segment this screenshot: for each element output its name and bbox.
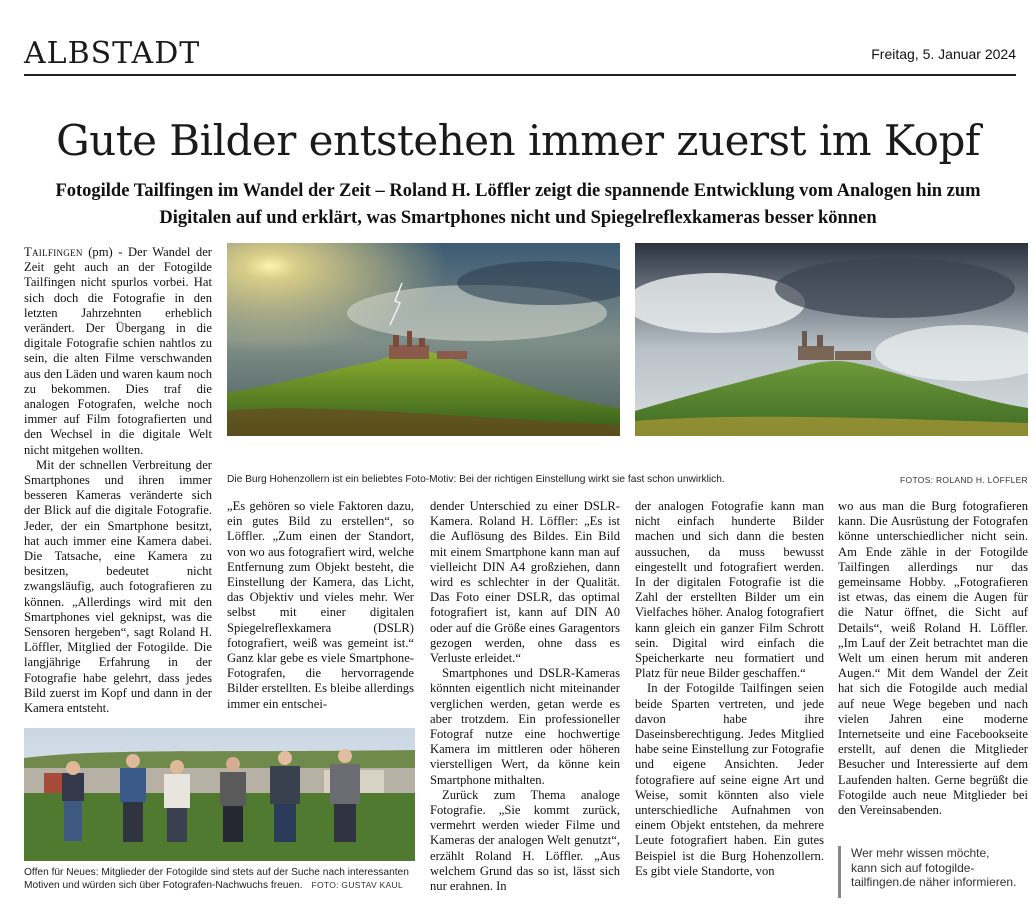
group-photo-credit: FOTO: GUSTAV KAUL [311,880,403,890]
castle-caption: Die Burg Hohenzollern ist ein beliebtes Foto-Motiv: Bei der richtigen Einstellung wirkt sie fast schon unwirklich. [227,474,725,485]
paragraph: „Es gehören so viele Faktoren dazu, ein gutes Bild zu erstellen“, so Löffler. „Zum einen der Standort, von wo aus fotografiert wird, welche Entfernung zum Objekt besteht, die Einstellung der Kamera, das Licht, das Objektiv und vieles mehr. Wer selbst mit einer digitalen Spiegelreflexkamera (DSLR) fotografiert, weiß was gemeint ist.“ Ganz klar gebe es viele Smartphone-Fotografen, die hervorragende Bilder erstellten. Es bleibe allerdings immer ein entschei- [227,499,414,711]
column-4 [635,499,824,879]
castle-photo-credit: FOTOS: ROLAND H. LÖFFLER [900,475,1028,485]
masthead [24,32,1016,76]
castle-photo-clouds [635,243,1028,436]
paragraph: Mit der schnellen Verbreitung der Smartphones und ihren immer besseren Kameras veränderte sich der Blick auf die digitale Fotografie. Jeder, der ein Smartphone besitzt, hat auch immer eine Kamera dabei. Die Tatsache, eine Kamera zu besitzen, bedeutet nicht zwangsläufig, auch fotografieren zu können. „Allerdings wird mit den Smartphones viel geknipst, was die Sensoren hergeben“, sagt Roland H. Löffler, Mitglied der Fotogilde. Die langjährige Erfahrung in der Fotografie habe gelehrt, dass jedes Bild zuerst im Kopf und dann in der Kamera entsteht. [24,457,212,716]
group-caption: Offen für Neues: Mitglieder der Fotogilde sind stets auf der Suche nach interessanten Motiven und würden sich über Fotografen-Nachwuchs freuen. FOTO: GUSTAV KAUL [24,867,409,891]
info-box: Wer mehr wissen möchte, kann sich auf fotogilde-tailfingen.de näher informieren. [838,846,1018,898]
paragraph: Smartphones und DSLR-Kameras könnten eigentlich nicht miteinander verglichen werden, getan werde es aber trotzdem. Ein professioneller Fotograf nutze eine hochwertige Kamera im mittleren oder höheren vierstelligen Wert, da könne kein Smartphone mithalten. [430,666,620,787]
issue-date: Freitag, 5. Januar 2024 [871,46,1016,62]
paragraph: Zurück zum Thema analoge Fotografie. „Sie kommt zurück, vermehrt werden wieder Filme und Kameras der analogen Welt genutzt“, erzählt Roland H. Löffler. „Aus welchem Grund das so ist, lässt sich nur erahnen. In [430,787,620,894]
dateline: Tailfingen [24,245,83,259]
column-2 [227,499,414,712]
paragraph: In der Fotogilde Tailfingen seien beide Sparten vertreten, und jede davon habe ihre Daseinsberechtigung. Jedes Mitglied habe seine Einstellung zur Fotografie und eigene Ansichten. Jeder fotografiere auf seine eigne Art und Weise, somit könnten also viele unterschiedliche Aufnahmen von einem Objekt entstehen, da mehrere Leute fotografiert haben. Ein gutes Beispiel ist die Burg Hohenzollern. Es gibt viele Standorte, von [635,681,824,878]
group-photo [24,728,415,861]
paragraph: wo aus man die Burg fotografieren kann. Die Ausrüstung der Fotografen könne unterschiedlicher nicht sein. Am Ende zähle in der Fotogilde Tailfingen allerdings nur das gemeinsame Hobby. „Fotografieren ist etwas, das einem die Augen für die Natur öffnet, die Sicht auf Details“, weiß Roland H. Löffler. „Im Lauf der Zeit betrachtet man die Welt um einen herum mit anderen Augen.“ Mit dem Wandel der Zeit hat sich die Fotogilde auch medial auf neue Wege begeben und nach vielen Jahren eine moderne Internetseite und eine Facebookseite erstellt, auf denen die Mitglieder Besucher und Interessierte auf dem Laufenden halten. Gerne begrüßt die Fotogilde auch neue Mitglieder bei den Vereinsabenden. [838,499,1028,818]
paragraph: Tailfingen (pm) - Der Wandel der Zeit geht auch an der Fotogilde Tailfingen nicht spurlos vorbei. Hat sich doch die Fotografie in den letzten Jahrzehnten erheblich verändert. Der Übergang in die digitale Fotografie schien nahtlos zu sein, die alten Filme verschwanden aus den Läden und waren kaum noch zu bekommen. Dies traf die analogen Fotografen, welche noch immer auf Film fotografierten und den Wechsel in die digitale Welt nicht mitgehen wollten. [24,245,212,457]
headline: Gute Bilder entstehen immer zuerst im Kopf [56,116,980,165]
castle-photo-stormy [227,243,620,436]
column-1 [24,245,212,716]
paragraph: der analogen Fotografie kann man nicht einfach hunderte Bilder machen und sich dann die besten aussuchen, da muss bewusst eingestellt und fotografiert werden. In der digitalen Fotografie ist die Zahl der erstellten Bilder um ein Vielfaches höher. Analog fotografiert kann gleich ein ganzer Film Schrott sein. Digital wird einfach die Speicherkarte neu formatiert und Platz für neue Bilder geschaffen.“ [635,499,824,681]
subheadline: Fotogilde Tailfingen im Wandel der Zeit – Roland H. Löffler zeigt die spannende Entwicklung vom Analogen hin zum Digitalen auf und erklärt, was Smartphones nicht und Spiegelreflexkameras besser können [55,181,981,228]
paragraph: dender Unterschied zu einer DSLR-Kamera. Roland H. Löffler: „Es ist die Auflösung des Bildes. Ein Bild mit einem Smartphone kann man auf vielleicht DIN A4 großziehen, dann wird es schlechter in der Qualität. Das Foto einer DSLR, das optimal fotografiert ist, kann auf DIN A0 oder auf die Größe eines Garagentors gezogen werden, ohne dass es Verluste erleidet.“ [430,499,620,666]
column-3 [430,499,620,894]
column-5 [838,499,1028,818]
section-title: ALBSTADT [24,36,201,71]
